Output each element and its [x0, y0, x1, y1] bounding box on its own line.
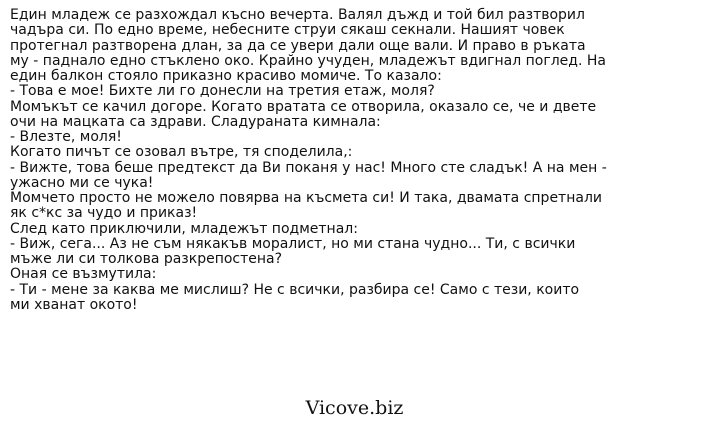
story-text [10, 8, 710, 313]
story-line: Момчето просто не можело повярва на късмета си! И така, двамата спретнали [10, 190, 602, 206]
story-line: - Влезте, моля! [10, 129, 122, 145]
story-line: - Ти - мене за каква ме мислиш? Не с всички, разбира се! Само с тези, които [10, 281, 580, 298]
story-line: Когато пичът се озовал вътре, тя споделила,: [10, 144, 353, 161]
story-line: - Това е мое! Бихте ли го донесли на третия етаж, моля? [10, 83, 435, 100]
story-line: ужасно ми се чука! [10, 174, 154, 191]
story-line: Оная се възмутила: [10, 266, 157, 283]
story-line: Един младеж се разхождал късно вечерта. Валял дъжд и той бил разтворил [10, 7, 585, 23]
story-line: Момъкът се качил догоре. Когато вратата се отворила, оказало се, че и двете [10, 98, 597, 115]
story-line: протегнал разтворена длан, за да се увери дали още вали. И право в ръката [10, 37, 586, 54]
story-line: - Виж, сега... Аз не съм някакъв моралист, но ми стана чудно... Ти, с всички [10, 235, 576, 252]
story-line: ми хванат окото! [10, 296, 138, 313]
site-watermark: Vicove.biz [305, 397, 404, 419]
story-line: очи на мацката са здрави. Сладураната кимнала: [10, 113, 381, 130]
story-line: След като приключили, младежът подметнал: [10, 220, 358, 237]
story-line: як с*кс за чудо и приказ! [10, 205, 198, 222]
story-line: мъже ли си толкова разкрепостена? [10, 251, 283, 267]
story-line: един балкон стояло приказно красиво момиче. То казало: [10, 68, 442, 84]
story-line: му - паднало едно стъклено око. Крайно учуден, младежът вдигнал поглед. На [10, 52, 606, 69]
story-line: - Вижте, това беше предтекст да Ви поканя у нас! Много сте сладък! А на мен - [10, 159, 607, 176]
story-line: чадъра си. По едно време, небесните струи сякаш секнали. Нашият човек [10, 22, 565, 39]
